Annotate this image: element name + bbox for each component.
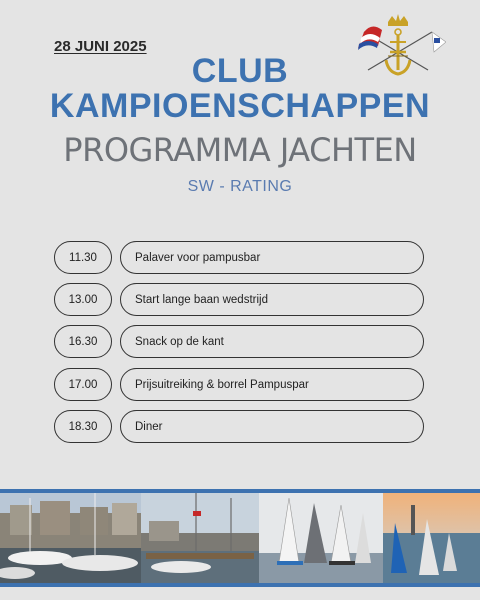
schedule-event: Diner xyxy=(120,410,424,443)
schedule-time: 11.30 xyxy=(54,241,112,274)
schedule-time: 18.30 xyxy=(54,410,112,443)
schedule-row xyxy=(54,283,426,316)
regatta-photo xyxy=(259,493,383,583)
schedule-event: Snack op de kant xyxy=(120,325,424,358)
schedule-event: Palaver voor pampusbar xyxy=(120,241,424,274)
schedule-row xyxy=(54,368,426,401)
sunset-sailing-photo xyxy=(383,493,480,583)
schedule-event: Prijsuitreiking & borrel Pampuspar xyxy=(120,368,424,401)
photo-strip xyxy=(0,489,480,587)
harbor-photo xyxy=(0,493,141,583)
title-line-kampioenschappen: KAMPIOENSCHAPPEN xyxy=(49,87,431,125)
title-line-programma: PROGRAMMA JACHTEN xyxy=(63,131,417,169)
schedule-row xyxy=(54,410,426,443)
schedule-row xyxy=(54,241,426,274)
title-line-club: CLUB xyxy=(191,52,289,90)
subtitle-rating: SW - RATING xyxy=(187,178,293,195)
schedule-time: 17.00 xyxy=(54,368,112,401)
event-date: 28 JUNI 2025 xyxy=(54,38,147,55)
schedule-time: 13.00 xyxy=(54,283,112,316)
schedule-time: 16.30 xyxy=(54,325,112,358)
schedule-row xyxy=(54,325,426,358)
schedule-event: Start lange baan wedstrijd xyxy=(120,283,424,316)
marina-photo xyxy=(141,493,259,583)
